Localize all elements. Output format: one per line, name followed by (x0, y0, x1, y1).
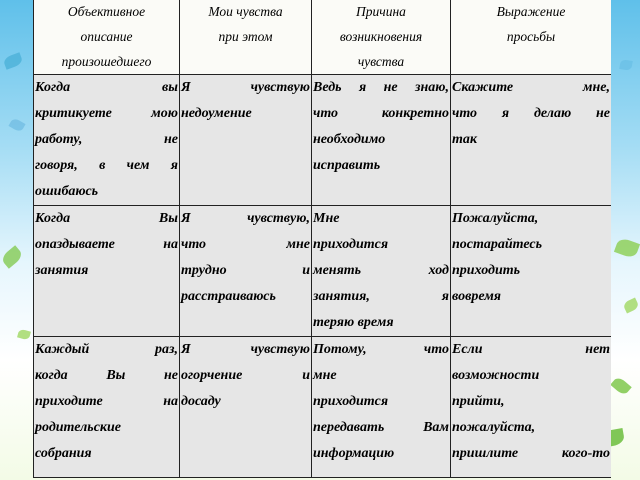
cell-line: вовремя (452, 289, 501, 304)
table-cell (451, 75, 612, 206)
cell-line: информацию (313, 446, 395, 461)
cell-line: необходимо (313, 132, 386, 147)
cell-line: постарайтесь (452, 237, 543, 252)
cell-line: возможности (452, 368, 540, 383)
cell-line: пожалуйста, (452, 420, 536, 435)
cell-line: опаздываете на (35, 237, 178, 252)
cell-line: приходите на (35, 394, 178, 409)
decorative-leaf (622, 298, 639, 314)
cell-line: пришлите кого-то (452, 446, 610, 461)
table-cell (180, 337, 312, 478)
table-cell (34, 337, 180, 478)
cell-line: передавать Вам (313, 420, 449, 435)
decorative-leaf (619, 59, 633, 71)
cell-line: родительские (35, 420, 122, 435)
header-cell-request (451, 0, 612, 75)
cell-line: мне (313, 368, 337, 383)
header-cell-description (34, 0, 180, 75)
header-cell-feelings (180, 0, 312, 75)
table-cell (34, 206, 180, 337)
cell-line: занятия, я (313, 289, 449, 304)
header-line: описание (80, 29, 133, 44)
cell-line: что я делаю не (452, 106, 610, 121)
cell-line: Каждый раз, (35, 342, 178, 357)
table-cell (34, 75, 180, 206)
header-line: Выражение (496, 4, 566, 19)
table-row (34, 75, 612, 206)
cell-line: огорчение и (181, 368, 310, 383)
cell-line: когда Вы не (35, 368, 178, 383)
cell-line: теряю время (313, 315, 394, 330)
decorative-leaf (8, 117, 25, 133)
cell-line: Ведь я не знаю, (313, 80, 449, 95)
cell-line: Потому, что (313, 342, 449, 357)
table-cell (312, 206, 451, 337)
decorative-leaf (2, 52, 23, 69)
header-line: Объективное (67, 4, 146, 19)
header-line: возникновения (339, 29, 423, 44)
cell-line: расстраиваюсь (181, 289, 276, 304)
cell-line: собрания (35, 446, 92, 461)
cell-line: говоря, в чем я (35, 158, 178, 173)
decorative-leaf (610, 376, 632, 397)
cell-line: трудно и (181, 263, 310, 278)
cell-line: Когда Вы (35, 211, 178, 226)
slide-table-wrapper (33, 0, 611, 480)
cell-line: так (452, 132, 477, 147)
cell-line: что конкретно (313, 106, 449, 121)
table-cell (451, 206, 612, 337)
decorative-leaf (614, 237, 640, 260)
header-line: при этом (218, 29, 273, 44)
cell-line: досаду (181, 394, 221, 409)
header-line: произошедшего (61, 54, 152, 69)
cell-line: приходить (452, 263, 521, 278)
header-line: Мои чувства (208, 4, 283, 19)
decorative-leaf (17, 329, 31, 341)
cell-line: прийти, (452, 394, 505, 409)
table-cell (180, 206, 312, 337)
cell-line: приходится (313, 237, 389, 252)
cell-line: исправить (313, 158, 381, 173)
table-cell (180, 75, 312, 206)
cell-line: занятия (35, 263, 89, 278)
header-cell-reason (312, 0, 451, 75)
table-cell (312, 337, 451, 478)
table-row (34, 206, 612, 337)
table-row (34, 337, 612, 478)
cell-line: Я чувствую (181, 342, 310, 357)
cell-line: работу, не (35, 132, 178, 147)
header-line: просьбы (506, 29, 556, 44)
table-cell (451, 337, 612, 478)
feelings-table (33, 0, 611, 478)
cell-line: менять ход (313, 263, 449, 278)
cell-line: Я чувствую, (181, 211, 310, 226)
cell-line: Я чувствую (181, 80, 310, 95)
header-line: Причина (356, 4, 406, 19)
cell-line: приходится (313, 394, 389, 409)
cell-line: Пожалуйста, (452, 211, 539, 226)
decorative-leaf (0, 245, 24, 269)
cell-line: ошибаюсь (35, 184, 99, 199)
header-line: чувства (357, 54, 405, 69)
cell-line: Если нет (452, 342, 610, 357)
cell-line: Когда вы (35, 80, 178, 95)
cell-line: недоумение (181, 106, 252, 121)
cell-line: Мне (313, 211, 340, 226)
cell-line: критикуете мою (35, 106, 178, 121)
cell-line: Скажите мне, (452, 80, 610, 95)
table-cell (312, 75, 451, 206)
header-row (34, 0, 612, 75)
cell-line: что мне (181, 237, 310, 252)
